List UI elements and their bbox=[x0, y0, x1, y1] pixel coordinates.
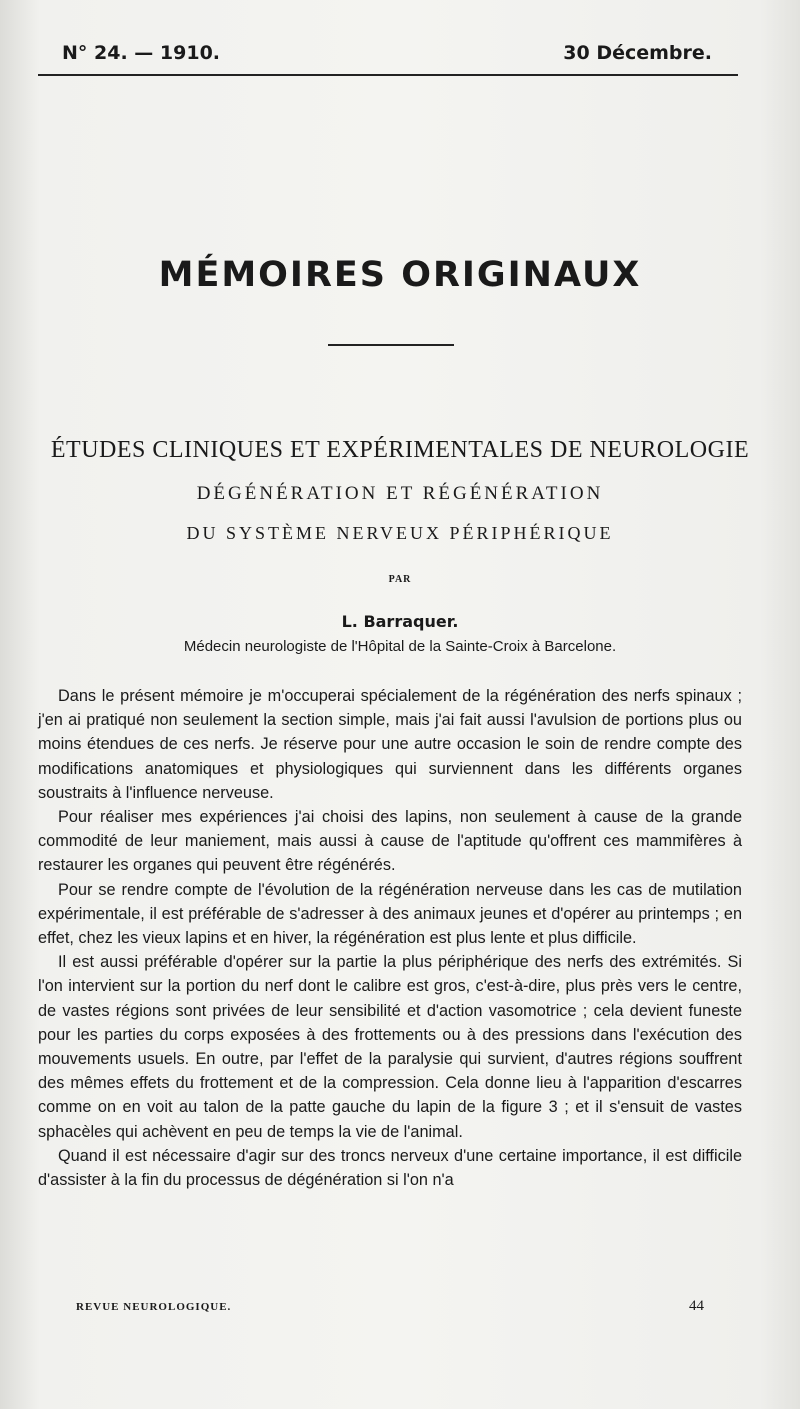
paragraph: Quand il est nécessaire d'agir sur des troncs nerveux d'une certaine importance, il est difficile d'assister à la fin du processus de dégénération si l'on n'a bbox=[38, 1146, 742, 1190]
paragraph: Pour réaliser mes expériences j'ai choisi des lapins, non seulement à cause de la grande commodité de leur maniement, mais aussi à cause de l'aptitude qu'offrent ces mammifères à restaurer les organes qui peuvent être régénérés. bbox=[38, 808, 742, 875]
author-name: L. Barraquer. bbox=[341, 612, 459, 631]
running-header bbox=[62, 42, 712, 64]
paragraph: Dans le présent mémoire je m'occuperai spécialement de la régénération des nerfs spinaux ; j'en ai pratiqué non seulement la section simple, mais j'ai fait aussi l'avulsion de portions plus ou moins étendues de ces nerfs. Je réserve pour une autre occasion le soin de rendre compte des modifications anatomiques et physiologiques qui surviennent dans les différents organes soustraits à l'influence nerveuse. bbox=[38, 687, 742, 802]
author-affiliation: Médecin neurologiste de l'Hôpital de la Sainte-Croix à Barcelone. bbox=[183, 638, 617, 655]
article-subtitle-line1: DÉGÉNÉRATION ET RÉGÉNÉRATION bbox=[196, 483, 604, 504]
journal-name: REVUE NEUROLOGIQUE. bbox=[76, 1301, 232, 1313]
article-title: ÉTUDES CLINIQUES ET EXPÉRIMENTALES DE NEUROLOGIE bbox=[50, 437, 750, 463]
byline-par: PAR bbox=[388, 574, 412, 585]
issue-date: 30 Décembre. bbox=[563, 42, 712, 64]
section-title: MÉMOIRES ORIGINAUX bbox=[158, 255, 642, 295]
issue-number: N° 24. — 1910. bbox=[62, 42, 221, 64]
paragraph: Il est aussi préférable d'opérer sur la partie la plus périphérique des nerfs des extrémités. Si l'on intervient sur la portion du nerf dont le calibre est gros, c'est-à-dire, plus près vers le centre, de vastes régions sont privées de leur sensibilité et d'action vasomotrice ; cela devient funeste pour les parties du corps exposées à des frottements ou à des pressions dans l'exécution des mouvements usuels. En outre, par l'effet de la paralysie qui survient, d'autres régions souffrent des mêmes effets du frottement et de la compression. Cela donne lieu à l'apparition d'escarres comme on en voit au talon de la patte gauche du lapin de la figure 3 ; et il s'ensuit de vastes sphacèles qui achèvent en peu de temps la vie de l'animal. bbox=[38, 953, 742, 1141]
article-body bbox=[38, 684, 742, 1192]
paragraph: Pour se rendre compte de l'évolution de la régénération nerveuse dans les cas de mutilation expérimentale, il est préférable de s'adresser à des animaux jeunes et d'opérer au printemps ; en effet, chez les vieux lapins et en hiver, la régénération est plus lente et plus difficile. bbox=[38, 880, 742, 948]
header-rule bbox=[38, 74, 738, 76]
page-number: 44 bbox=[689, 1298, 704, 1314]
article-subtitle-line2: DU SYSTÈME NERVEUX PÉRIPHÉRIQUE bbox=[186, 523, 614, 543]
page-footer bbox=[76, 1298, 704, 1315]
section-divider bbox=[328, 344, 454, 346]
